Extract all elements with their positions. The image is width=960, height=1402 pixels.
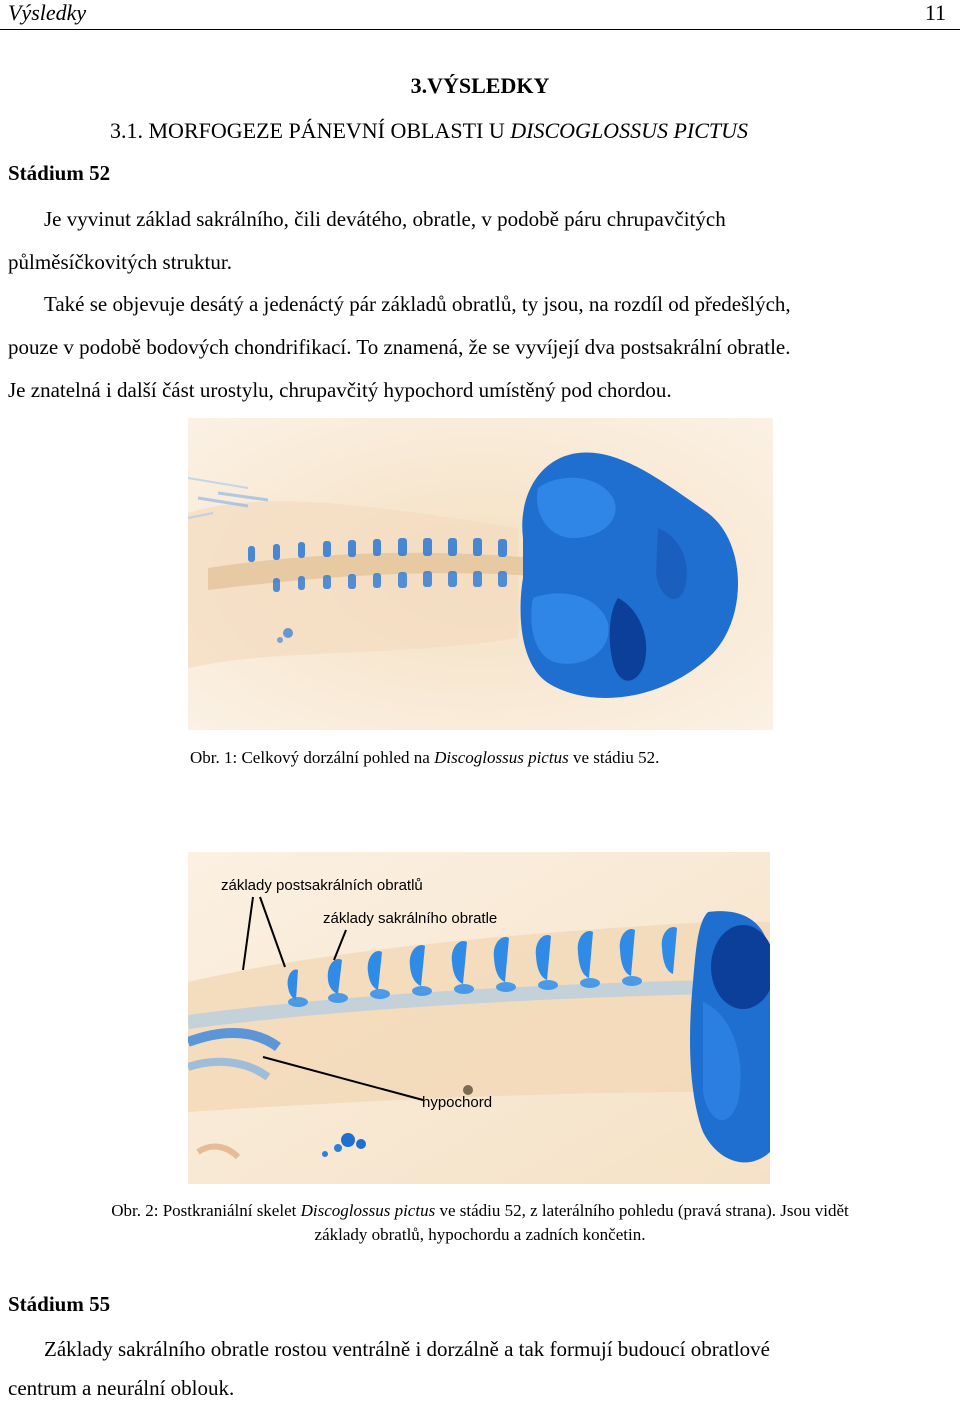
stage-55-heading: Stádium 55 (8, 1292, 111, 1316)
stage-55-paragraph-line-1: Základy sakrálního obratle rostou ventrálně i dorzálně a tak formují budoucí obratlové (44, 1337, 771, 1361)
section-title (110, 118, 748, 144)
stage-52-paragraph-2-line-3: Je znatelná i další část urostylu, chrupavčitý hypochord umístěný pod chordou. (8, 378, 672, 402)
stage-52-heading: Stádium 52 (8, 161, 111, 185)
page-number: 11 (924, 0, 946, 25)
figure-1-caption-suffix: ve stádiu 52. (568, 748, 660, 767)
stage-52-paragraph-1-line-1: Je vyvinut základ sakrálního, čili devátého, obratle, v podobě páru chrupavčitých (44, 207, 726, 231)
chapter-title: 3.VÝSLEDKY (410, 73, 550, 98)
label-sacral: základy sakrálního obratle (323, 910, 498, 927)
figure-1-caption (190, 748, 659, 768)
label-postsacral: základy postsakrálních obratlů (221, 877, 423, 894)
label-hypochord: hypochord (422, 1094, 493, 1111)
stage-52-paragraph-1-line-2: půlměsíčkovitých struktur. (8, 250, 232, 274)
figure-1-illustration (188, 418, 773, 730)
figure-1-caption-prefix: Obr. 1: Celkový dorzální pohled na (190, 748, 435, 767)
figure-1-photo (188, 418, 773, 730)
stage-52-paragraph-2-line-2: pouze v podobě bodových chondrifikací. To znamená, že se vyvíjejí dva postsakrální obratle. (8, 335, 791, 359)
figure-2-caption-species: Discoglossus pictus (300, 1201, 436, 1220)
stage-52-paragraph-2-line-1: Také se objevuje desátý a jedenáctý pár základů obratlů, ty jsou, na rozdíl od předešlých, (44, 292, 791, 316)
figure-1-caption-species: Discoglossus pictus (434, 748, 569, 767)
figure-2-illustration (188, 852, 770, 1184)
stage-55-paragraph-line-2: centrum a neurální oblouk. (8, 1376, 235, 1400)
header-rule (0, 29, 960, 30)
figure-2-caption-prefix: Obr. 2: Postkraniální skelet (111, 1201, 301, 1220)
figure-2-caption-line-2: základy obratlů, hypochordu a zadních končetin. (314, 1225, 646, 1244)
figure-2-caption-suffix: ve stádiu 52, z laterálního pohledu (pravá strana). Jsou vidět (435, 1201, 849, 1220)
figure-2-photo (188, 852, 770, 1184)
figure-2-caption (0, 1201, 960, 1221)
running-header-section: Výsledky (8, 0, 87, 25)
section-title-prefix: 3.1. MORFOGEZE PÁNEVNÍ OBLASTI U (110, 118, 511, 143)
section-title-species: DISCOGLOSSUS PICTUS (510, 118, 749, 143)
